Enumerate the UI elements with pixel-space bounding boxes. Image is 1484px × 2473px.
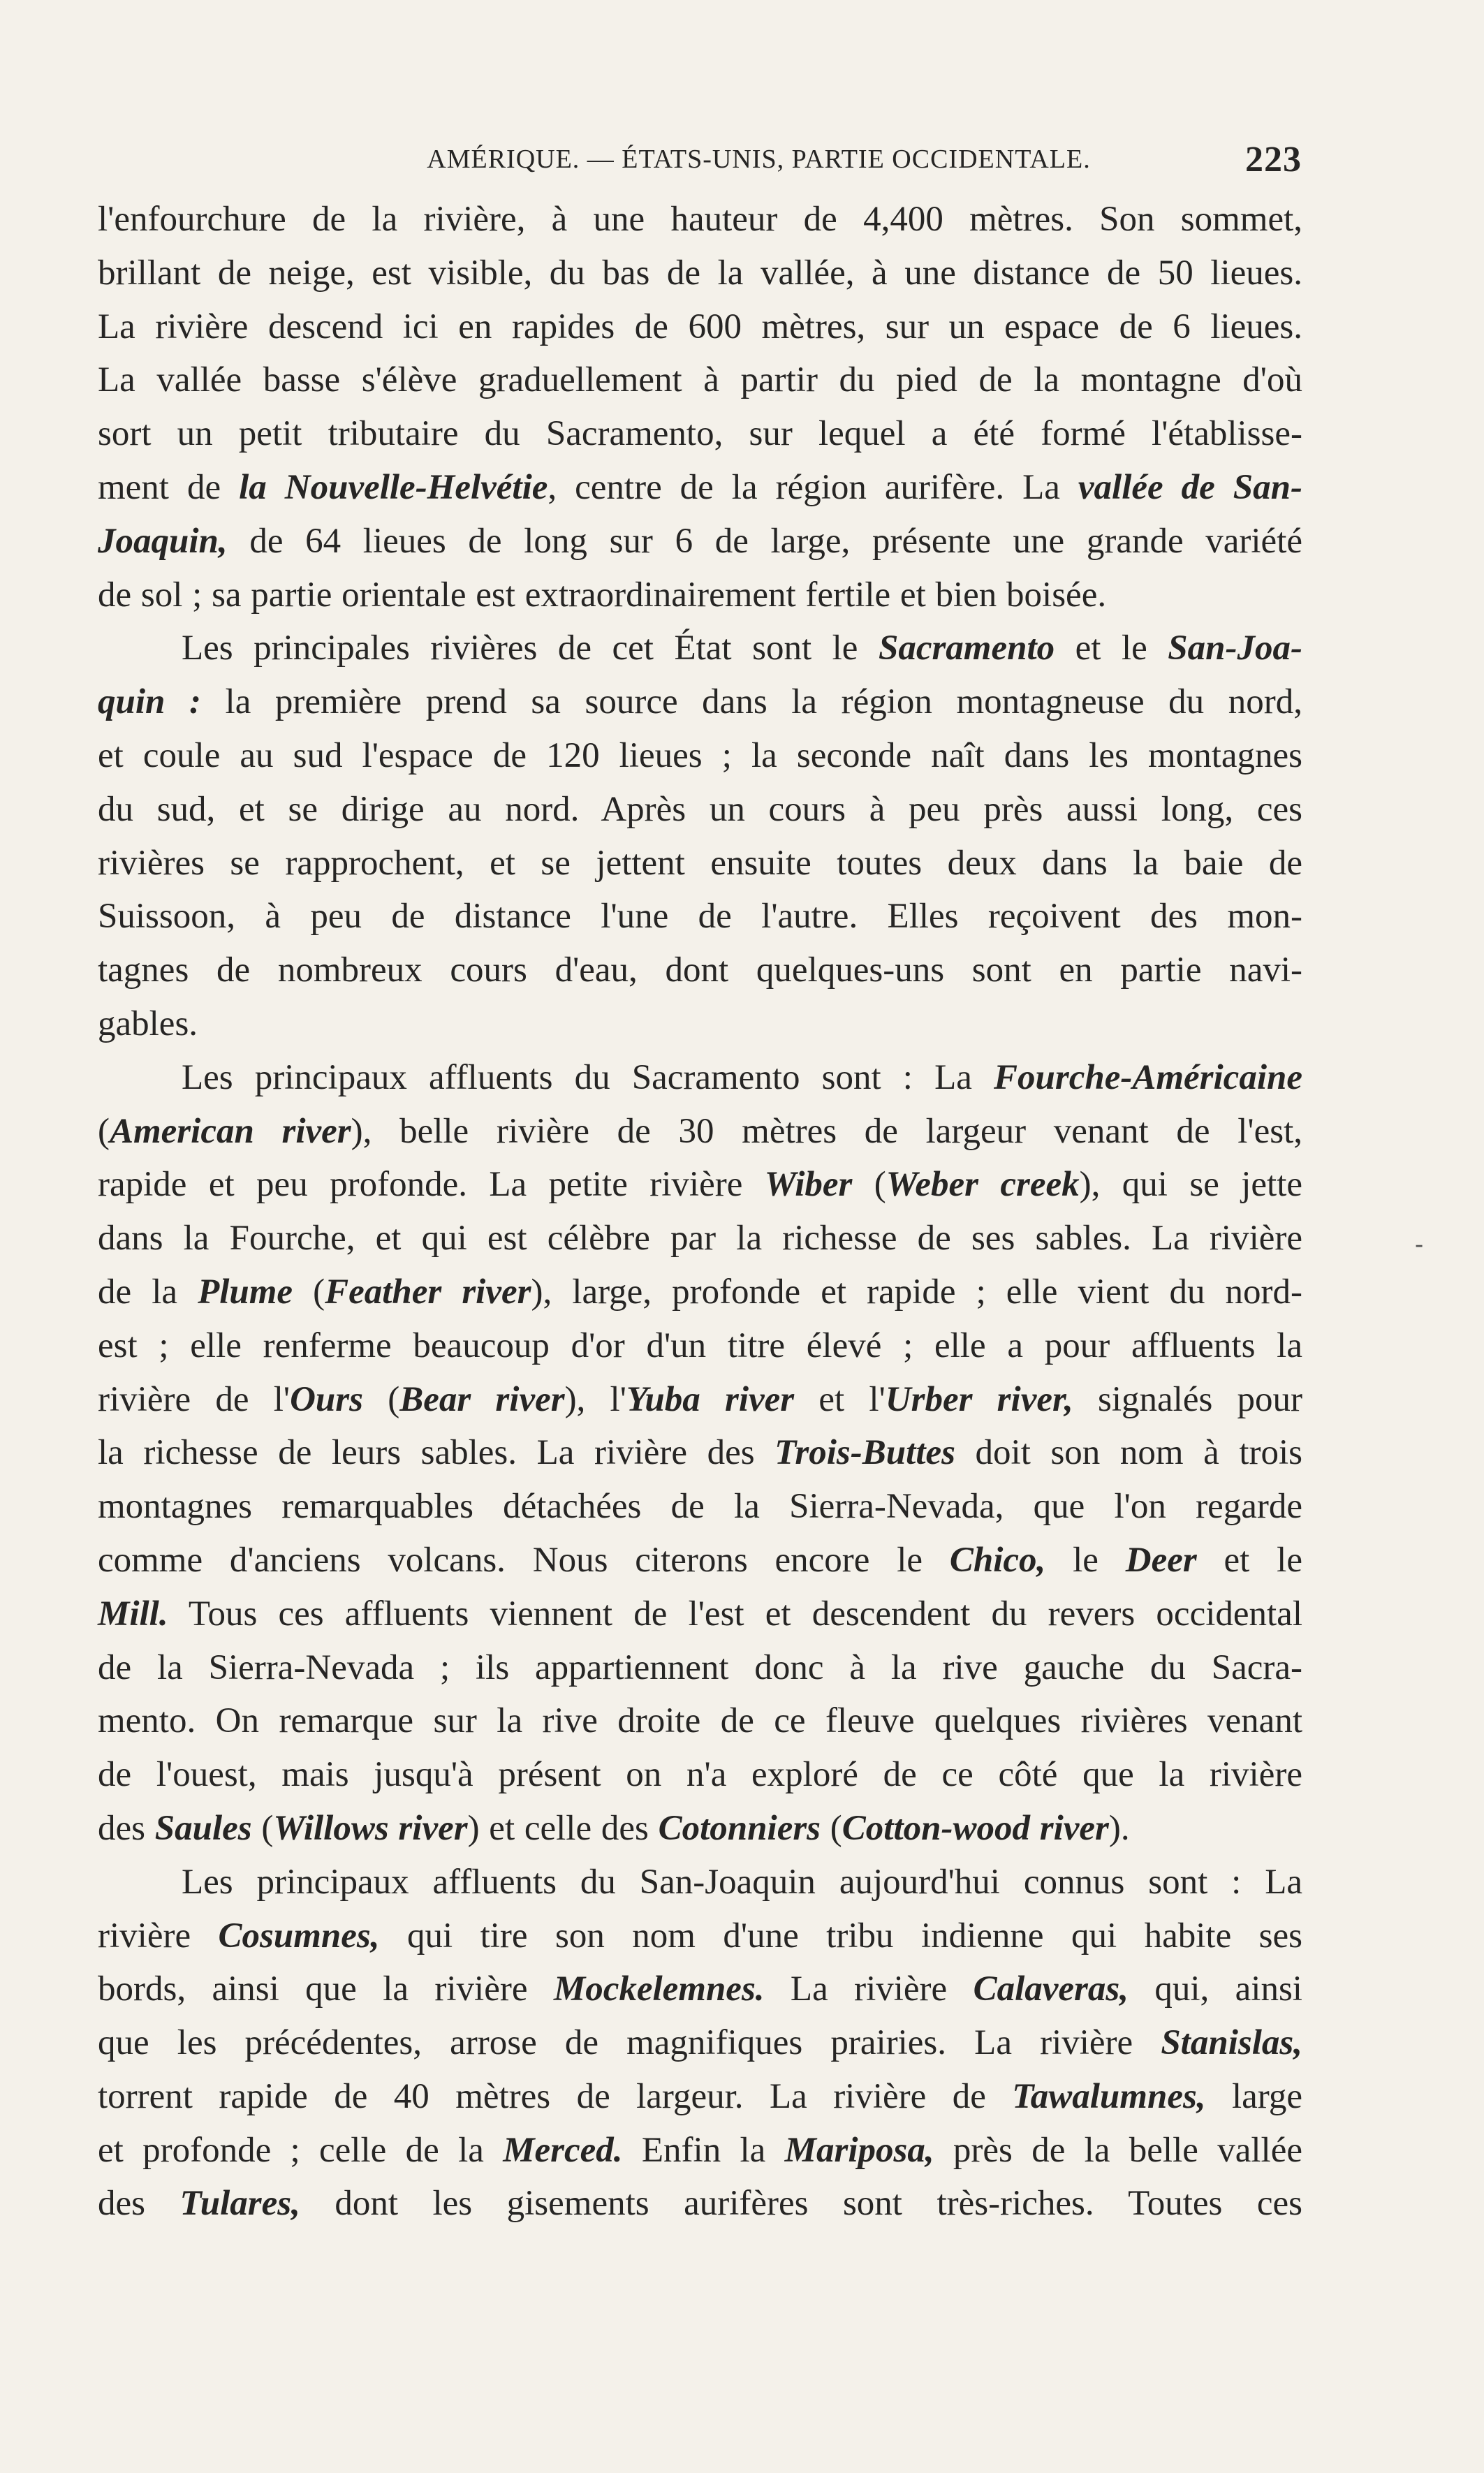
italic-text: American river	[109, 1111, 351, 1151]
page-number: 223	[1245, 139, 1302, 179]
text-line	[98, 2124, 1302, 2178]
italic-text: Plume	[198, 1272, 293, 1312]
italic-text: Cotton-wood river	[842, 1808, 1109, 1848]
text-line	[98, 1962, 1302, 2016]
italic-text: Chico,	[949, 1540, 1046, 1580]
text-segment: de sol ; sa partie orientale est extraordinairement fertile et bien boisée.	[98, 575, 1107, 615]
text-segment: La vallée basse s'élève graduellement à partir du pied de la montagne d'où	[98, 360, 1302, 400]
text-line	[98, 353, 1302, 407]
text-segment: est ; elle renferme beaucoup d'or d'un titre élevé ; elle a pour affluents la	[98, 1326, 1302, 1365]
text-line	[98, 675, 1302, 729]
italic-text: Urber river,	[885, 1379, 1073, 1419]
text-segment: l'enfourchure de la rivière, à une hauteur de 4,400 mètres. Son sommet,	[98, 200, 1302, 239]
text-line	[98, 2070, 1302, 2124]
text-line	[98, 1158, 1302, 1212]
text-segment: de 64 lieues de long sur 6 de large, présente une grande variété	[227, 521, 1302, 561]
text-segment: le	[1045, 1540, 1126, 1580]
text-segment: Suissoon, à peu de distance l'une de l'autre. Elles reçoivent des mon-	[98, 897, 1302, 937]
text-segment: ), belle rivière de 30 mètres de largeur venant de l'est,	[351, 1111, 1302, 1151]
text-line	[98, 944, 1302, 997]
italic-text: Mockelemnes.	[553, 1969, 765, 2009]
text-segment: bords, ainsi que la rivière	[98, 1969, 554, 2009]
text-segment: (	[98, 1111, 110, 1151]
text-line	[98, 890, 1302, 944]
text-segment: rivière de l'	[98, 1379, 291, 1419]
text-segment: la première prend sa source dans la région montagneuse du nord,	[200, 682, 1302, 722]
text-segment: (	[852, 1165, 886, 1205]
text-line	[98, 837, 1302, 890]
italic-text: Saules	[154, 1808, 252, 1848]
text-line	[98, 1105, 1302, 1159]
text-line	[98, 1587, 1302, 1641]
text-segment: La rivière descend ici en rapides de 600 mètres, sur un espace de 6 lieues.	[98, 307, 1302, 346]
text-segment: Enfin la	[622, 2130, 785, 2170]
text-line	[98, 568, 1302, 622]
italic-text: Willows river	[273, 1808, 468, 1848]
text-segment: dont les gisements aurifères sont très-riches. Toutes ces	[300, 2184, 1302, 2224]
italic-text: Ours	[290, 1379, 363, 1419]
text-segment: ) et celle des	[467, 1808, 659, 1848]
text-line	[98, 300, 1302, 354]
text-segment: sort un petit tributaire du Sacramento, sur lequel a été formé l'établisse-	[98, 414, 1302, 454]
text-segment: la richesse de leurs sables. La rivière des	[98, 1433, 775, 1473]
text-line	[98, 1212, 1302, 1265]
italic-text: Cotonniers	[658, 1808, 821, 1848]
text-line	[98, 1426, 1302, 1480]
text-segment: (	[251, 1808, 274, 1848]
italic-text: Feather river	[325, 1272, 531, 1312]
text-line	[98, 1265, 1302, 1319]
text-segment: Les principales rivières de cet État sont le	[182, 629, 879, 668]
text-segment: ), l'	[564, 1379, 626, 1419]
text-line	[98, 997, 1302, 1051]
text-segment: et le	[1055, 629, 1168, 668]
text-segment: Tous ces affluents viennent de l'est et descendent du revers occidental	[168, 1594, 1302, 1634]
italic-text: quin :	[98, 682, 201, 722]
text-segment: qui tire son nom d'une tribu indienne qui habite ses	[379, 1916, 1303, 1955]
text-line	[98, 729, 1302, 783]
text-segment: Les principaux affluents du Sacramento sont : La	[182, 1057, 994, 1097]
text-segment: (	[821, 1808, 842, 1848]
italic-text: vallée de San-	[1078, 467, 1302, 507]
text-segment: La rivière	[764, 1969, 974, 2009]
text-line	[98, 1051, 1302, 1105]
text-segment: du sud, et se dirige au nord. Après un cours à peu près aussi long, ces	[98, 789, 1302, 829]
italic-text: Weber creek	[886, 1165, 1080, 1205]
text-line	[98, 1856, 1302, 1909]
text-segment: comme d'anciens volcans. Nous citerons encore le	[98, 1540, 950, 1580]
text-segment: que les précédentes, arrose de magnifiques prairies. La rivière	[98, 2023, 1161, 2063]
text-segment: signalés pour	[1073, 1379, 1303, 1419]
text-segment: large	[1205, 2076, 1302, 2116]
text-segment: des	[98, 1808, 155, 1848]
text-line	[98, 783, 1302, 837]
running-title: AMÉRIQUE. — ÉTATS-UNIS, PARTIE OCCIDENTALE.	[427, 145, 1091, 174]
text-segment: ment de	[98, 467, 240, 507]
text-segment: et profonde ; celle de la	[98, 2130, 504, 2170]
text-line	[98, 1694, 1302, 1748]
text-line	[98, 407, 1302, 461]
text-segment: doit son nom à trois	[955, 1433, 1302, 1473]
text-segment: qui, ainsi	[1128, 1969, 1302, 2009]
text-line	[98, 193, 1302, 247]
text-segment: près de la belle vallée	[934, 2130, 1302, 2170]
text-line	[98, 247, 1302, 300]
text-segment: , centre de la région aurifère. La	[548, 467, 1078, 507]
text-line	[98, 1641, 1302, 1695]
text-segment: montagnes remarquables détachées de la Sierra-Nevada, que l'on regarde	[98, 1487, 1302, 1527]
text-segment: de la Sierra-Nevada ; ils appartiennent donc à la rive gauche du Sacra-	[98, 1648, 1302, 1687]
italic-text: Mill.	[98, 1594, 168, 1634]
text-line	[98, 461, 1302, 515]
italic-text: Joaquin,	[98, 521, 228, 561]
text-line	[98, 2016, 1302, 2070]
text-segment: tagnes de nombreux cours d'eau, dont quelques-uns sont en partie navi-	[98, 951, 1302, 990]
text-line	[98, 2177, 1302, 2231]
italic-text: Tulares,	[179, 2184, 300, 2224]
text-segment: rivières se rapprochent, et se jettent ensuite toutes deux dans la baie de	[98, 843, 1302, 883]
text-segment: (	[293, 1272, 325, 1312]
italic-text: Mariposa,	[784, 2130, 934, 2170]
italic-text: la Nouvelle-Helvétie	[239, 467, 548, 507]
text-segment: des	[98, 2184, 180, 2224]
text-line	[98, 1373, 1302, 1427]
text-segment: rapide et peu profonde. La petite rivière	[98, 1165, 765, 1205]
italic-text: Trois-Buttes	[774, 1433, 955, 1473]
text-line	[98, 622, 1302, 675]
text-segment: ), qui se jette	[1079, 1165, 1303, 1205]
margin-mark: ‐	[1415, 1231, 1424, 1259]
text-segment: et le	[1196, 1540, 1302, 1580]
text-segment: de l'ouest, mais jusqu'à présent on n'a exploré de ce côté que la rivière	[98, 1755, 1302, 1795]
text-line	[98, 515, 1302, 568]
italic-text: Stanislas,	[1161, 2023, 1302, 2063]
text-line	[98, 1534, 1302, 1587]
italic-text: Fourche-Américaine	[994, 1057, 1302, 1097]
text-segment: ).	[1108, 1808, 1130, 1848]
italic-text: San-Joa-	[1168, 629, 1302, 668]
italic-text: Yuba river	[626, 1379, 795, 1419]
text-segment: gables.	[98, 1004, 198, 1043]
body-text	[98, 193, 1302, 2231]
text-line	[98, 1319, 1302, 1373]
italic-text: Calaveras,	[973, 1969, 1129, 2009]
italic-text: Deer	[1125, 1540, 1197, 1580]
text-segment: et l'	[794, 1379, 886, 1419]
text-segment: et coule au sud l'espace de 120 lieues ; la seconde naît dans les montagnes	[98, 735, 1302, 775]
text-line	[98, 1802, 1302, 1856]
text-segment: brillant de neige, est visible, du bas de la vallée, à une distance de 50 lieues.	[98, 253, 1302, 293]
text-segment: de la	[98, 1272, 198, 1312]
text-segment: rivière	[98, 1916, 219, 1955]
italic-text: Bear river	[399, 1379, 565, 1419]
italic-text: Wiber	[764, 1165, 853, 1205]
text-line	[98, 1909, 1302, 1963]
text-segment: torrent rapide de 40 mètres de largeur. La rivière de	[98, 2076, 1013, 2116]
italic-text: Merced.	[503, 2130, 623, 2170]
text-segment: (	[362, 1379, 400, 1419]
text-segment: mento. On remarque sur la rive droite de ce fleuve quelques rivières venant	[98, 1701, 1302, 1741]
italic-text: Tawalumnes,	[1012, 2076, 1206, 2116]
text-segment: ), large, profonde et rapide ; elle vient du nord-	[531, 1272, 1303, 1312]
text-segment: dans la Fourche, et qui est célèbre par la richesse de ses sables. La rivière	[98, 1219, 1302, 1258]
running-head	[189, 138, 1302, 180]
text-line	[98, 1480, 1302, 1534]
italic-text: Sacramento	[878, 629, 1055, 668]
italic-text: Cosumnes,	[218, 1916, 380, 1955]
text-segment: Les principaux affluents du San-Joaquin aujourd'hui connus sont : La	[182, 1862, 1302, 1902]
text-line	[98, 1748, 1302, 1802]
